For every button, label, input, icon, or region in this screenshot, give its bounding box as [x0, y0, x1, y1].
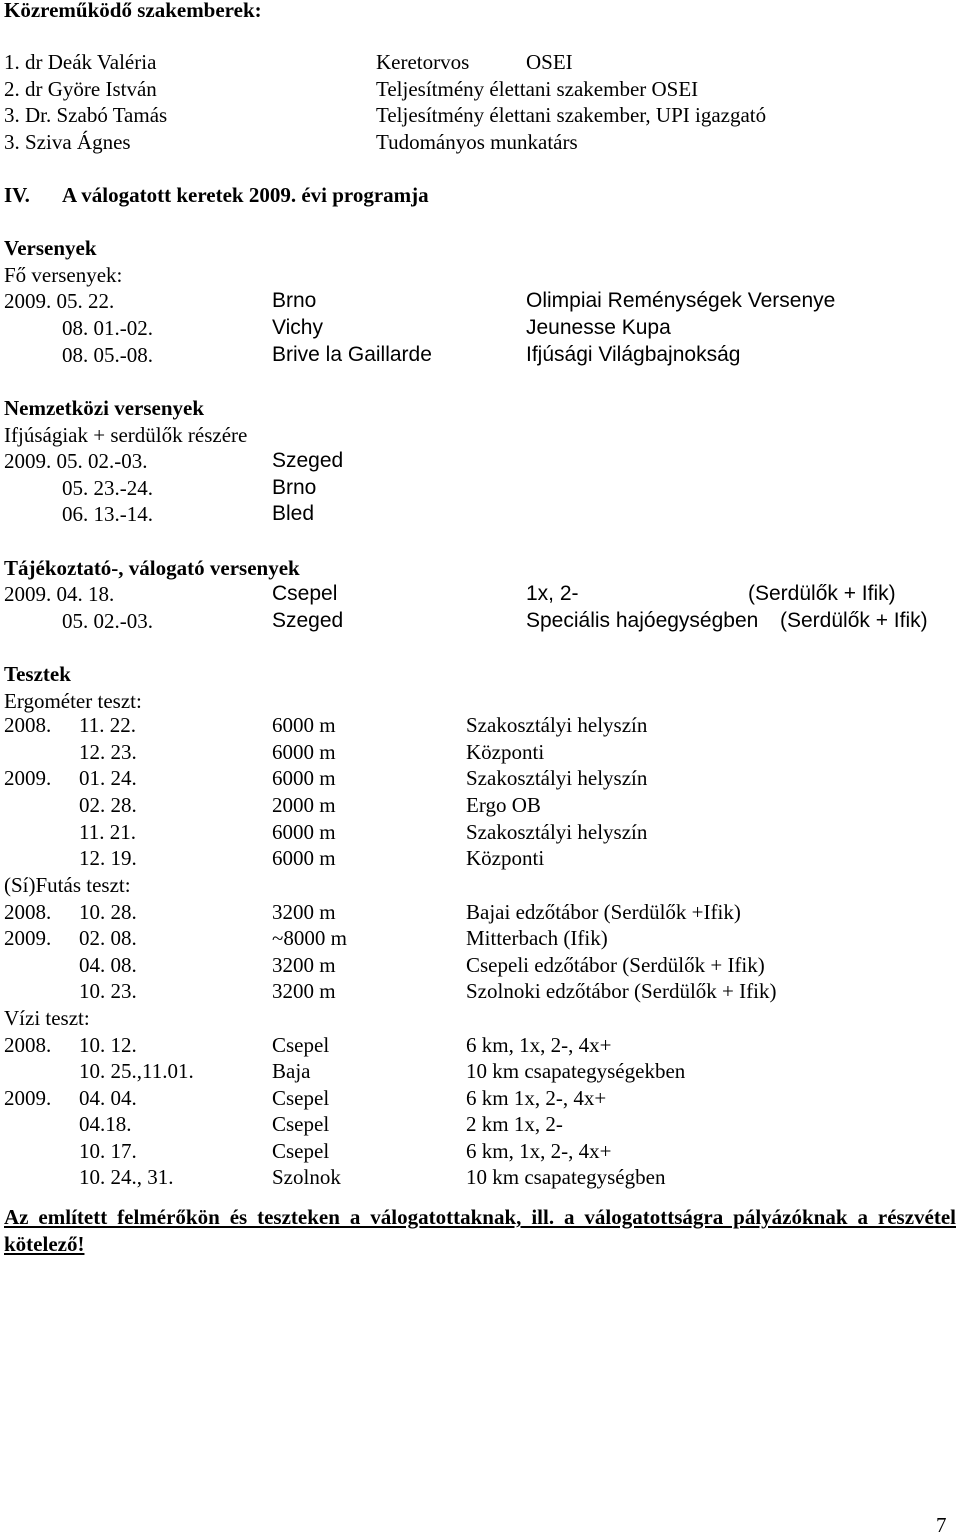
futas-subheading: (Sí)Futás teszt: [4, 873, 131, 897]
test-row: 04. 08. 3200 m Csepeli edzőtábor (Serdülők + Ifik) [79, 953, 765, 977]
fo-versenyek-subheading: Fő versenyek: [4, 263, 123, 287]
test-row: 02. 28. 2000 m Ergo OB [79, 793, 541, 817]
mandatory-participation-notice: Az említett felmérőkön és teszteken a válogatottaknak, ill. a válogatottságra pályázóknak a részvétel kötelező! [4, 1205, 956, 1256]
contributor-row: 3. Sziva Ágnes Tudományos munkatárs [4, 130, 578, 154]
test-row: 2009. 02. 08. ~8000 m Mitterbach (Ifik) [4, 926, 608, 950]
competition-row: 2009. 05. 22. Brno Olimpiai Reménységek Versenye [4, 289, 836, 313]
contributor-row: 1. dr Deák Valéria Keretorvos OSEI [4, 50, 573, 74]
test-row: 04.18. Csepel 2 km 1x, 2- [79, 1112, 563, 1136]
test-row: 11. 21. 6000 m Szakosztályi helyszín [79, 820, 648, 844]
section-title: IV. A válogatott keretek 2009. évi programja [4, 183, 429, 207]
test-row: 2008. 10. 12. Csepel 6 km, 1x, 2-, 4x+ [4, 1033, 612, 1057]
selection-row: 05. 02.-03. Szeged Speciális hajóegységben (Serdülők + Ifik) [62, 609, 928, 633]
nemzetkozi-heading: Nemzetközi versenyek [4, 396, 205, 420]
intl-competition-row: 06. 13.-14. Bled [62, 502, 315, 526]
intl-competition-row: 2009. 05. 02.-03. Szeged [4, 449, 344, 473]
contributor-row: 3. Dr. Szabó Tamás Teljesítmény élettani szakember, UPI igazgató [4, 103, 767, 127]
contributor-row: 2. dr Györe István Teljesítmény élettani szakember OSEI [4, 77, 699, 101]
intl-competition-row: 05. 23.-24. Brno [62, 476, 317, 500]
tajekoztato-heading: Tájékoztató-, válogató versenyek [4, 556, 300, 580]
test-row: 2009. 04. 04. Csepel 6 km 1x, 2-, 4x+ [4, 1086, 607, 1110]
test-row: 10. 25.,11.01. Baja 10 km csapategységekben [79, 1059, 686, 1083]
tesztek-heading: Tesztek [4, 662, 71, 686]
test-row: 2008. 10. 28. 3200 m Bajai edzőtábor (Serdülők +Ifik) [4, 900, 741, 924]
ergometer-subheading: Ergométer teszt: [4, 689, 142, 713]
test-row: 2009. 01. 24. 6000 m Szakosztályi helyszín [4, 766, 648, 790]
versenyek-heading: Versenyek [4, 236, 97, 260]
contributors-heading: Közreműködő szakemberek: [4, 0, 262, 22]
test-row: 10. 24., 31. Szolnok 10 km csapategységben [79, 1165, 666, 1189]
page-number: 7 [936, 1513, 947, 1537]
test-row: 10. 23. 3200 m Szolnoki edzőtábor (Serdülők + Ifik) [79, 979, 777, 1003]
test-row: 2008. 11. 22. 6000 m Szakosztályi helyszín [4, 713, 648, 737]
test-row: 12. 23. 6000 m Központi [79, 740, 545, 764]
vizi-subheading: Vízi teszt: [4, 1006, 90, 1030]
competition-row: 08. 05.-08. Brive la Gaillarde Ifjúsági Világbajnokság [62, 343, 741, 367]
selection-row: 2009. 04. 18. Csepel 1x, 2- (Serdülők + Ifik) [4, 582, 896, 606]
competition-row: 08. 01.-02. Vichy Jeunesse Kupa [62, 316, 671, 340]
test-row: 10. 17. Csepel 6 km, 1x, 2-, 4x+ [79, 1139, 612, 1163]
nemzetkozi-subheading: Ifjúságiak + serdülők részére [4, 423, 248, 447]
test-row: 12. 19. 6000 m Központi [79, 846, 545, 870]
